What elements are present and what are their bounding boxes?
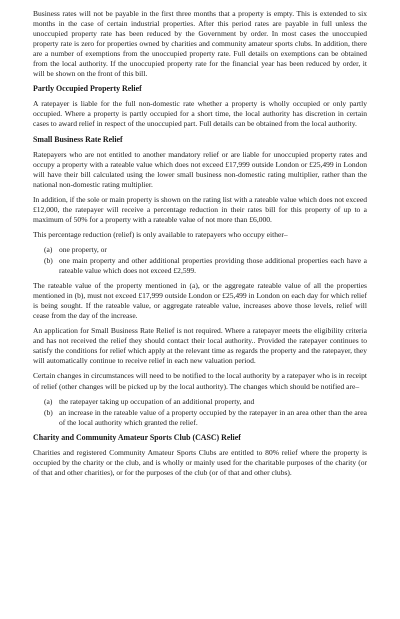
list-marker: (b) — [44, 255, 53, 265]
list-item-text: an increase in the rateable value of a property occupied by the ratepayer in an area other than the area of the local authority which granted the relief. — [59, 407, 367, 427]
list-item — [33, 256, 367, 276]
list-occupancy — [33, 245, 367, 276]
list-item-text: the ratepayer taking up occupation of an additional property, and — [59, 396, 255, 406]
heading-small-business: Small Business Rate Relief — [33, 134, 123, 144]
list-item-text: one main property and other additional properties providing those additional properties each have a rateable value which does not exceed £2,599. — [59, 255, 367, 276]
list-marker: (a) — [44, 244, 53, 254]
paragraph-casc: Charities and registered Community Amateur Sports Clubs are entitled to 80% relief where the property is occupied by the charity or the club, and is wholly or mainly used for the charitable purposes of the charity (or of that and other charities), or for the purposes of the club (or of that and other clubs). — [33, 447, 367, 477]
list-item — [33, 397, 367, 407]
list-marker: (a) — [44, 396, 53, 406]
paragraph-empty-property: Business rates will not be payable in the first three months that a property is empty. This is extended to six months in the case of certain industrial properties. After this period rates are payable in full unless the unoccupied property rate has been reduced by the Government by order. In most cases the unoccupied property rate is zero for properties owned by charities and community amateur sports clubs. In addition, there are a number of exemptions from the unoccupied property rate. Full details on exemptions can be obtained from the local authority. If the unoccupied property rate for the financial year has been reduced by order, it will be shown on the front of this bill. — [33, 9, 367, 79]
list-marker: (b) — [44, 407, 53, 417]
list-changes — [33, 397, 367, 428]
paragraph-changes: Certain changes in circumstances will need to be notified to the local authority by a ratepayer who is in receipt of relief (other changes will be picked up by the local authority). The changes which should be notified are– — [33, 371, 367, 391]
paragraph-sbrr-eligibility: This percentage reduction (relief) is only available to ratepayers who occupy either– — [33, 229, 288, 239]
paragraph-sbrr-reduction: In addition, if the sole or main property is shown on the rating list with a rateable value which does not exceed £12,000, the ratepayer will receive a percentage reduction in their rates bill for this property of up to a maximum of 50% for a property with a rateable value of not more than £6,000. — [33, 194, 367, 224]
list-item — [33, 245, 367, 255]
paragraph-sbrr-multiplier: Ratepayers who are not entitled to another mandatory relief or are liable for unoccupied property rates and occupy a property with a rateable value which does not exceed £17,999 outside London or £25,499 in London will have their bill calculated using the lower small business non-domestic rating multiplier, rather than the national non-domestic rating multiplier. — [33, 149, 367, 189]
heading-partly-occupied: Partly Occupied Property Relief — [33, 84, 142, 94]
heading-casc: Charity and Community Amateur Sports Club (CASC) Relief — [33, 432, 241, 442]
paragraph-application: An application for Small Business Rate Relief is not required. Where a ratepayer meets the eligibility criteria and has not received the relief they should contact their local authority.. Provided the ratepayer continues to satisfy the conditions for relief which apply at the relevant time as regards the property and the ratepayer, they will automatically continue to receive relief in each new valuation period. — [33, 326, 367, 366]
list-item — [33, 408, 367, 428]
paragraph-rateable-value-limits: The rateable value of the property mentioned in (a), or the aggregate rateable value of all the properties mentioned in (b), must not exceed £17,999 outside London or £25,499 in London on each day for which relief is being sought. If the rateable value, or aggregate rateable value, increases above those levels, relief will cease from the day of the increase. — [33, 281, 367, 321]
list-item-text: one property, or — [59, 244, 107, 254]
paragraph-partly-occupied: A ratepayer is liable for the full non-domestic rate whether a property is wholly occupied or only partly occupied. Where a property is partly occupied for a short time, the local authority has discretion in certain cases to award relief in respect of the unoccupied part. Full details can be obtained from the local authority. — [33, 99, 367, 129]
